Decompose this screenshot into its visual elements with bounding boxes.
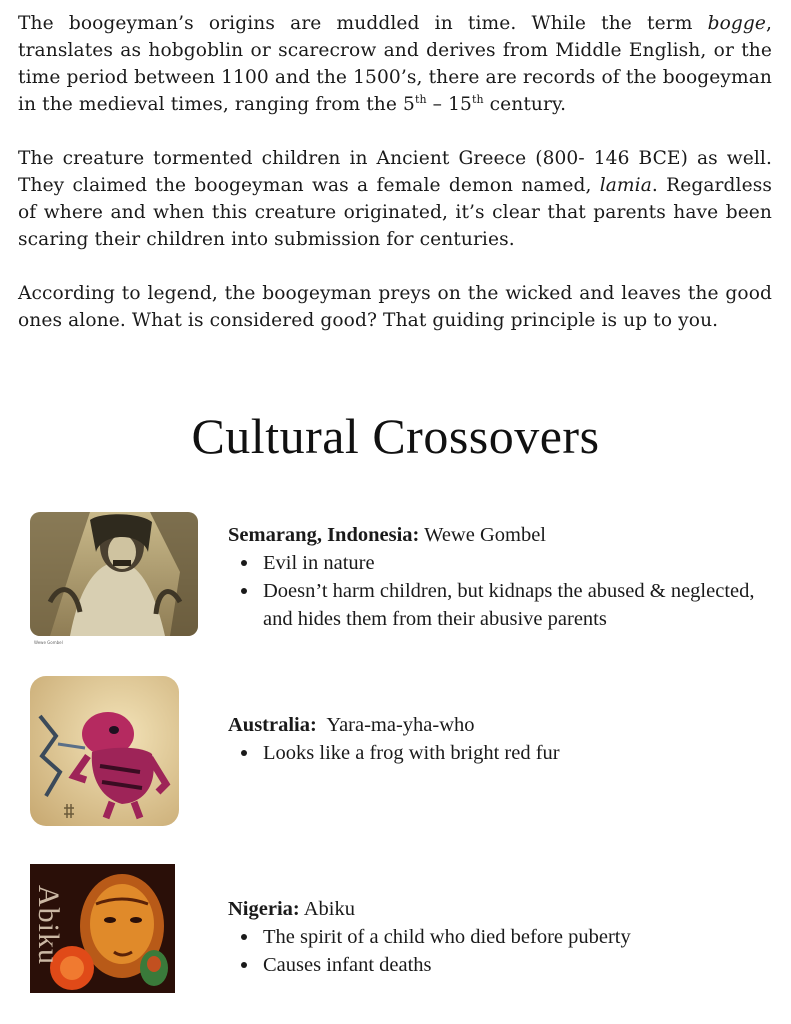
intro-paragraph-1: The boogeyman’s origins are muddled in time. While the term bogge, translates as hobgoblin or scarecrow and derives from Middle English, or the time period between 1100 and the 1500’s, there are records of the boogeyman in the medieval times, ranging from the 5th – 15th century. bbox=[18, 13, 772, 115]
list-item: Doesn’t harm children, but kidnaps the abused & neglected, and hides them from their abusive parents bbox=[263, 577, 788, 633]
image-title-text: Abiku bbox=[32, 885, 65, 965]
bullet-list bbox=[228, 923, 788, 979]
intro-paragraph-3: According to legend, the boogeyman preys on the wicked and leaves the good ones alone. What is considered good? That guiding principle is up to you. bbox=[18, 283, 772, 331]
entry-indonesia bbox=[228, 521, 788, 633]
intro-paragraph-2: The creature tormented children in Ancient Greece (800- 146 BCE) as well. They claimed the boogeyman was a female demon named, lamia. Regardless of where and when this creature originated, it’s clear that parents have been scaring their children into submission for centuries. bbox=[18, 148, 772, 250]
intro-text bbox=[18, 10, 772, 361]
image-caption: Wewe Gombel bbox=[34, 640, 63, 645]
yara-ma-yha-who-image bbox=[30, 676, 179, 826]
entry-heading: Australia: Yara-ma-yha-who bbox=[228, 714, 475, 736]
list-item: The spirit of a child who died before puberty bbox=[263, 923, 788, 951]
list-item: Looks like a frog with bright red fur bbox=[263, 739, 788, 767]
bullet-list bbox=[228, 549, 788, 633]
wewe-gombel-image bbox=[30, 512, 198, 636]
abiku-image bbox=[30, 864, 175, 993]
entry-australia bbox=[228, 711, 788, 767]
list-item: Causes infant deaths bbox=[263, 951, 788, 979]
section-title: Cultural Crossovers bbox=[191, 408, 600, 464]
entry-nigeria bbox=[228, 895, 788, 979]
bullet-list bbox=[228, 739, 788, 767]
entry-heading: Semarang, Indonesia: Wewe Gombel bbox=[228, 524, 546, 546]
entry-heading: Nigeria: Abiku bbox=[228, 898, 355, 920]
list-item: Evil in nature bbox=[263, 549, 788, 577]
